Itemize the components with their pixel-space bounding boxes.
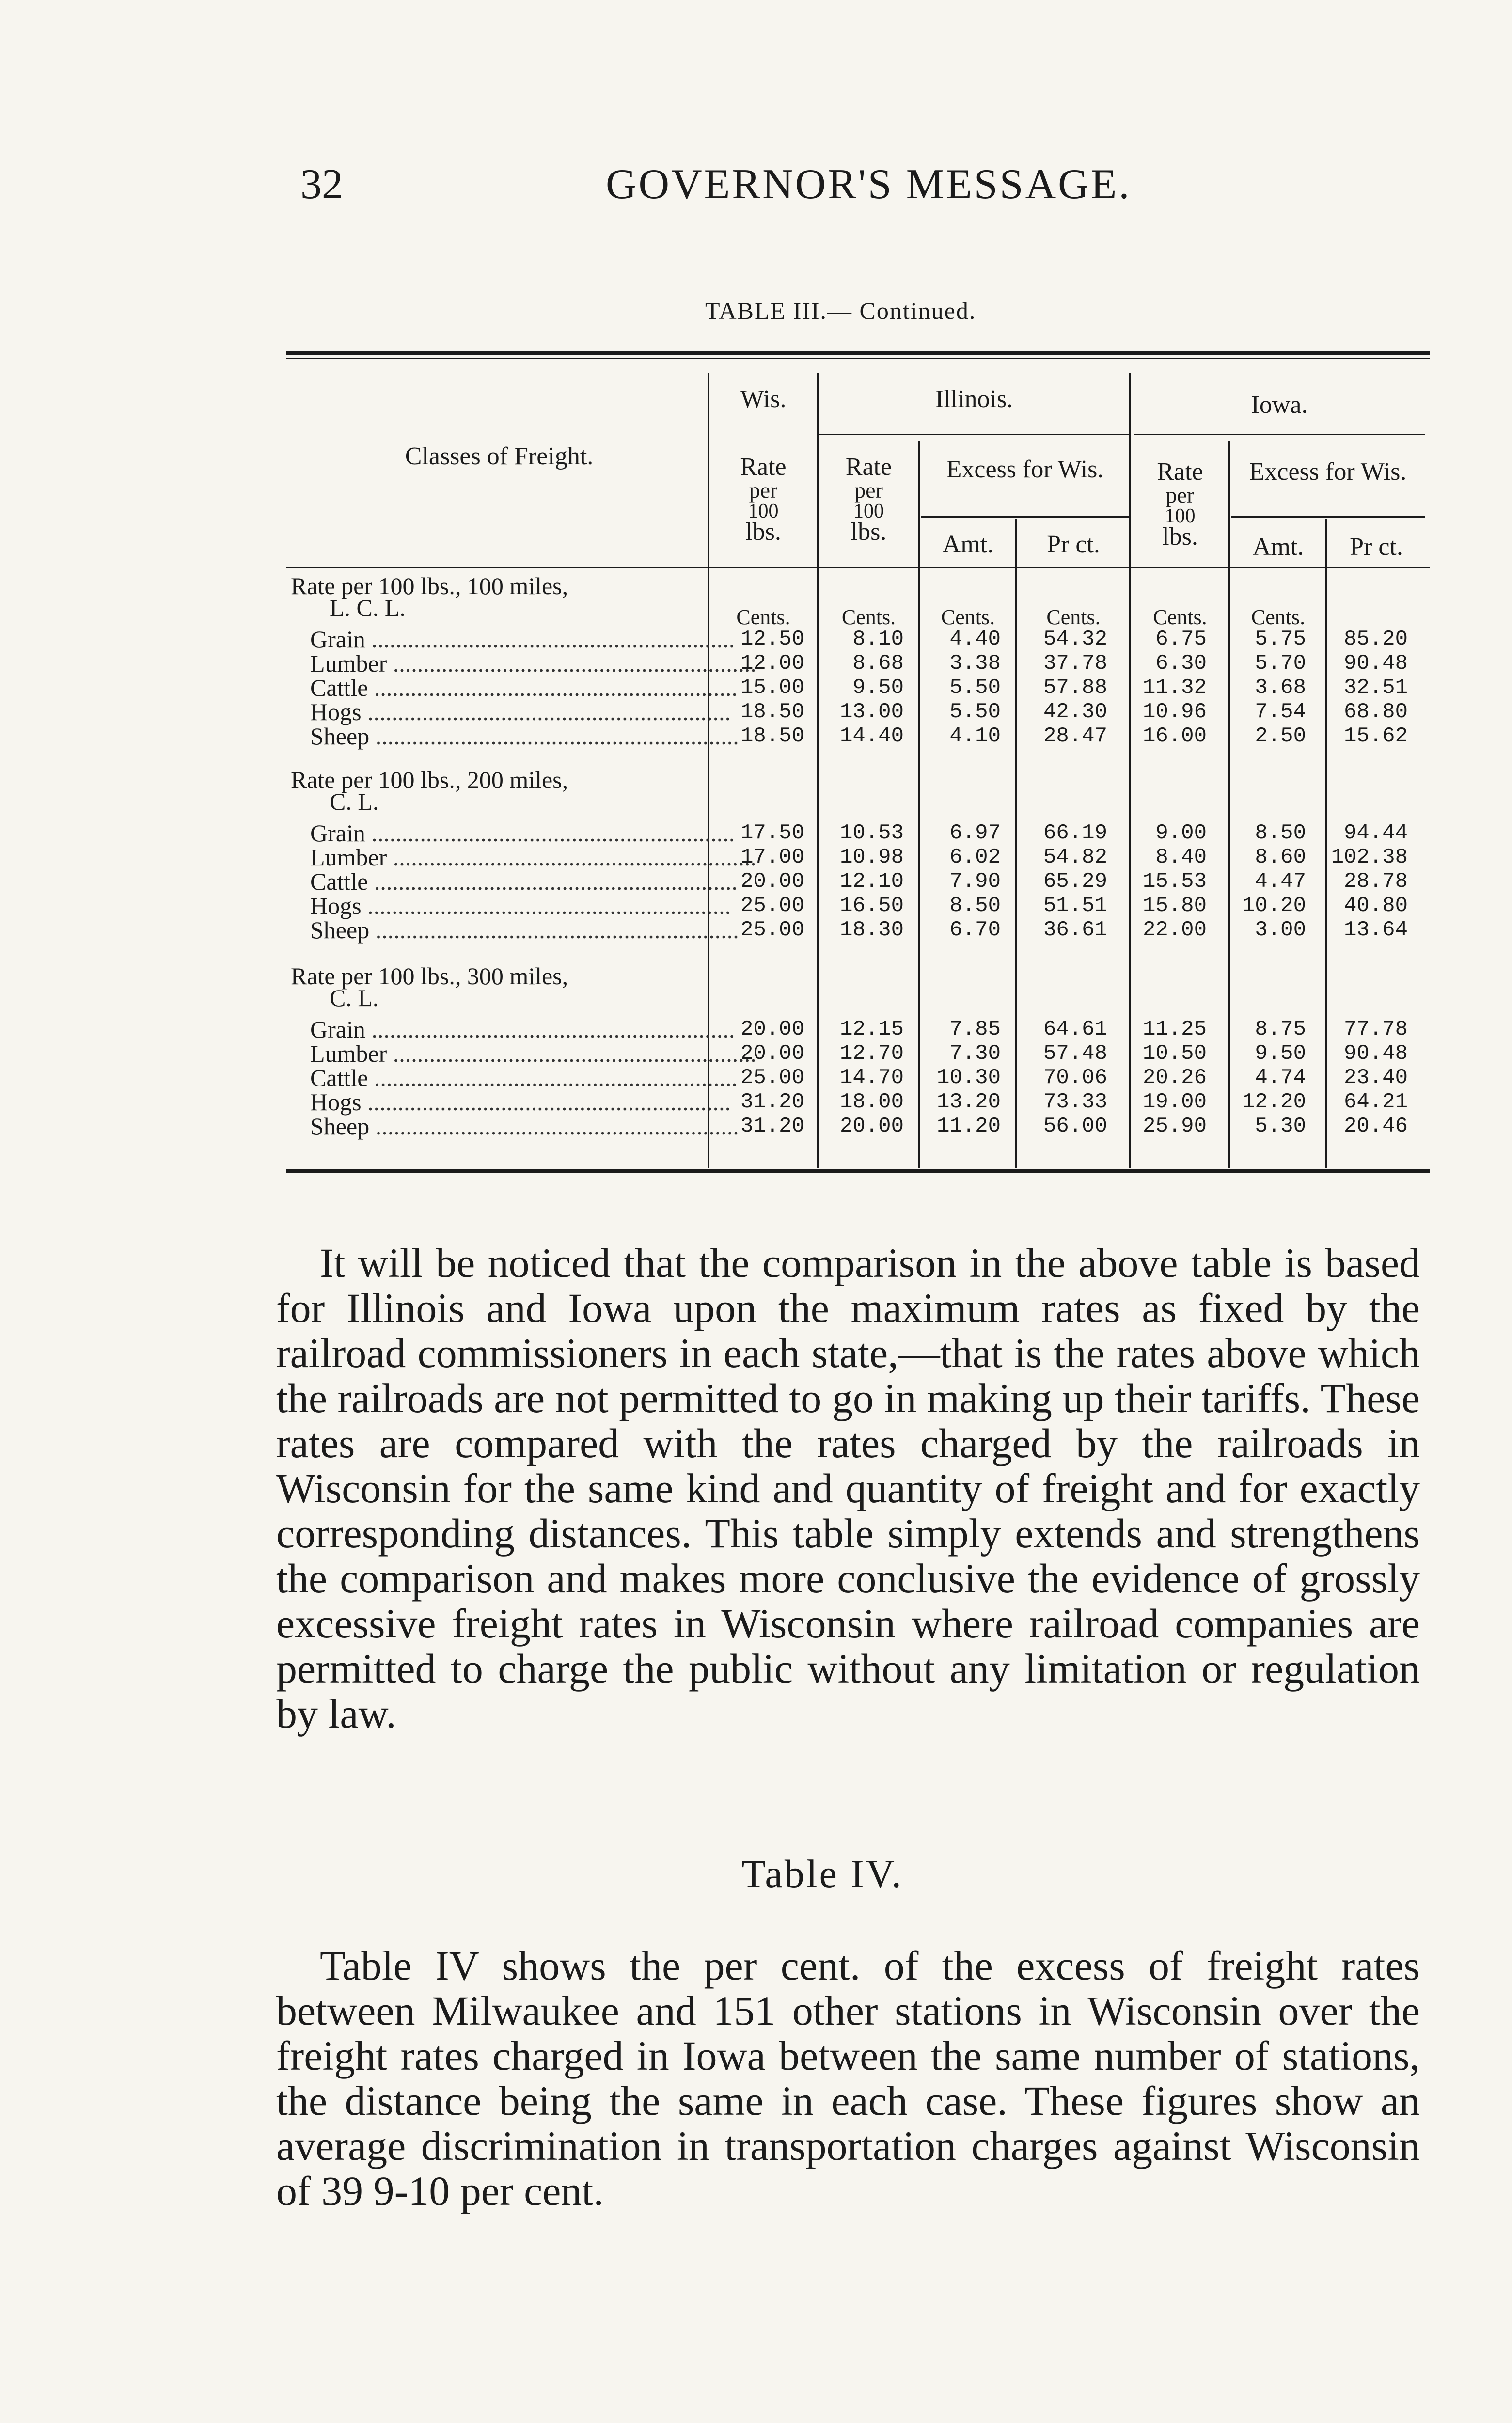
freight-class-name: Hogs (310, 1088, 362, 1116)
cell-il-amt: 3.38 (949, 651, 1001, 676)
freight-class-name: Hogs (310, 892, 362, 919)
cell-il-pct: 73.33 (1043, 1090, 1107, 1114)
running-head: GOVERNOR'S MESSAGE. (606, 161, 1132, 208)
leader-dots: ............................................................ (387, 650, 756, 677)
cell-il-pct: 66.19 (1043, 821, 1107, 845)
header-iowa: Iowa. (1251, 391, 1308, 419)
cell-il-amt: 13.20 (936, 1090, 1001, 1114)
cell-il-pct: 42.30 (1043, 700, 1107, 724)
header-classes: Classes of Freight. (405, 442, 594, 470)
cell-il-amt: 4.10 (949, 724, 1001, 748)
freight-class-name: Grain (310, 626, 365, 653)
leader-dots: ............................................................ (387, 844, 756, 871)
cell-ia-amt: 3.00 (1255, 918, 1306, 942)
header-ia-rate: Rate per 100 lbs. (1157, 458, 1203, 551)
header-ia-pct: Pr ct. (1350, 533, 1403, 561)
cell-ia-rate: 10.96 (1142, 700, 1207, 724)
cell-ia-amt: 5.70 (1255, 651, 1306, 676)
section-title: Rate per 100 lbs., 300 miles, (291, 962, 568, 990)
cell-ia-rate: 11.32 (1142, 676, 1207, 700)
header-ia-excess: Excess for Wis. (1249, 458, 1407, 486)
cell-il-pct: 28.47 (1043, 724, 1107, 748)
cell-il-pct: 70.06 (1043, 1066, 1107, 1090)
cell-il-amt: 10.30 (936, 1066, 1001, 1090)
cell-ia-pct: 102.38 (1331, 845, 1408, 869)
cell-il-rate: 14.40 (839, 724, 904, 748)
leader-dots: ............................................................ (368, 674, 738, 701)
cell-il-amt: 4.40 (949, 627, 1001, 651)
cell-il-amt: 6.97 (949, 821, 1001, 845)
cell-il-amt: 5.50 (949, 700, 1001, 724)
units-il-rate: Cents. (841, 605, 896, 629)
cell-ia-rate: 11.25 (1142, 1017, 1207, 1041)
cell-wis: 20.00 (740, 1017, 804, 1041)
cell-il-amt: 7.85 (949, 1017, 1001, 1041)
cell-ia-amt: 5.75 (1255, 627, 1306, 651)
freight-class-name: Cattle (310, 674, 368, 701)
cell-ia-amt: 2.50 (1255, 724, 1306, 748)
freight-class-name: Sheep (310, 723, 370, 750)
cell-ia-pct: 64.21 (1343, 1090, 1408, 1114)
cell-il-pct: 56.00 (1043, 1114, 1107, 1138)
cell-ia-pct: 23.40 (1343, 1066, 1408, 1090)
cell-il-rate: 9.50 (852, 676, 904, 700)
cell-ia-amt: 4.47 (1255, 869, 1306, 894)
illinois-underline (819, 434, 1129, 435)
cell-il-rate: 12.70 (839, 1041, 904, 1066)
cell-ia-rate: 25.90 (1142, 1114, 1207, 1138)
cell-ia-amt: 8.75 (1255, 1017, 1306, 1041)
cell-il-rate: 10.98 (839, 845, 904, 869)
paragraph-comparison: It will be noticed that the comparison in the above table is based for Illinois and Iowa upon the maximum rates as fixed by the railroad commissioners in each state,—that is the rates above which the railroads are not permitted to go in making up their tariffs. These rates are compared with the rates charged by the railroads in Wisconsin for the same kind and quantity of freight and for exactly corresponding distances. This table simply extends and strengthens the comparison and makes more conclusive the evidence of grossly excessive freight rates in Wisconsin where railroad companies are permitted to charge the public without any limitation or regulation by law. (276, 1240, 1420, 1737)
cell-il-rate: 14.70 (839, 1066, 904, 1090)
cell-il-amt: 11.20 (936, 1114, 1001, 1138)
freight-class-label (310, 722, 739, 750)
freight-class-name: Cattle (310, 868, 368, 895)
cell-il-amt: 7.90 (949, 869, 1001, 894)
cell-il-pct: 65.29 (1043, 869, 1107, 894)
table-top-rule-thin (286, 358, 1430, 359)
cell-il-amt: 6.02 (949, 845, 1001, 869)
cell-wis: 17.00 (740, 845, 804, 869)
cell-ia-pct: 32.51 (1343, 676, 1408, 700)
cell-il-amt: 7.30 (949, 1041, 1001, 1066)
cell-ia-amt: 7.54 (1255, 700, 1306, 724)
cell-ia-rate: 6.75 (1155, 627, 1207, 651)
leader-dots: ............................................................ (361, 698, 731, 725)
cell-ia-pct: 20.46 (1343, 1114, 1408, 1138)
cell-il-pct: 54.32 (1043, 627, 1107, 651)
page-number: 32 (300, 161, 343, 208)
cell-wis: 12.50 (740, 627, 804, 651)
header-separator (286, 567, 1430, 568)
cell-ia-pct: 40.80 (1343, 894, 1408, 918)
cell-ia-amt: 3.68 (1255, 676, 1306, 700)
leader-dots: ............................................................ (369, 723, 739, 750)
section-title: Rate per 100 lbs., 200 miles, (291, 766, 568, 793)
cell-ia-rate: 19.00 (1142, 1090, 1207, 1114)
cell-wis: 15.00 (740, 676, 804, 700)
cell-ia-rate: 20.26 (1142, 1066, 1207, 1090)
header-illinois: Illinois. (935, 385, 1013, 413)
units-il-pct: Cents. (1046, 605, 1101, 629)
section-subtitle: C. L. (330, 984, 379, 1011)
cell-ia-pct: 28.78 (1343, 869, 1408, 894)
cell-ia-rate: 16.00 (1142, 724, 1207, 748)
cell-ia-pct: 94.44 (1343, 821, 1408, 845)
units-ia-rate: Cents. (1153, 605, 1207, 629)
cell-wis: 20.00 (740, 869, 804, 894)
iowa-underline (1134, 434, 1425, 435)
cell-il-pct: 57.48 (1043, 1041, 1107, 1066)
cell-wis: 25.00 (740, 918, 804, 942)
cell-ia-rate: 10.50 (1142, 1041, 1207, 1066)
cell-il-pct: 64.61 (1043, 1017, 1107, 1041)
cell-wis: 18.50 (740, 724, 804, 748)
cell-wis: 20.00 (740, 1041, 804, 1066)
cell-wis: 31.20 (740, 1114, 804, 1138)
leader-dots: ............................................................ (361, 892, 731, 919)
cell-ia-rate: 22.00 (1142, 918, 1207, 942)
cell-il-amt: 6.70 (949, 918, 1001, 942)
leader-dots: ............................................................ (368, 868, 738, 895)
leader-dots: ............................................................ (365, 1016, 735, 1043)
cell-il-rate: 10.53 (839, 821, 904, 845)
freight-class-name: Lumber (310, 844, 387, 871)
table-top-rule (286, 351, 1430, 355)
paragraph-table-iv: Table IV shows the per cent. of the excess of freight rates between Milwaukee and 151 other stations in Wisconsin over the freight rates charged in Iowa between the same number of stations, the distance being the same in each case. These figures show an average discrimination in transportation charges against Wisconsin of 39 9-10 per cent. (276, 1942, 1420, 2214)
cell-ia-pct: 90.48 (1343, 1041, 1408, 1066)
cell-il-pct: 51.51 (1043, 894, 1107, 918)
cell-wis: 25.00 (740, 1066, 804, 1090)
cell-ia-pct: 13.64 (1343, 918, 1408, 942)
header-wis: Wis. (740, 385, 787, 413)
cell-il-rate: 8.68 (852, 651, 904, 676)
cell-il-pct: 57.88 (1043, 676, 1107, 700)
header-il-pct: Pr ct. (1047, 531, 1100, 558)
units-il-amt: Cents. (941, 605, 995, 629)
table-caption: TABLE III.— Continued. (705, 297, 976, 324)
cell-ia-pct: 77.78 (1343, 1017, 1408, 1041)
leader-dots: ............................................................ (368, 1064, 738, 1091)
cell-ia-amt: 8.60 (1255, 845, 1306, 869)
cell-ia-amt: 10.20 (1242, 894, 1306, 918)
cell-ia-amt: 8.50 (1255, 821, 1306, 845)
cell-wis: 18.50 (740, 700, 804, 724)
cell-il-amt: 8.50 (949, 894, 1001, 918)
header-il-rate: Rate per 100 lbs. (845, 453, 892, 546)
cell-ia-rate: 6.30 (1155, 651, 1207, 676)
cell-ia-rate: 15.53 (1142, 869, 1207, 894)
cell-wis: 17.50 (740, 821, 804, 845)
leader-dots: ............................................................ (365, 819, 735, 847)
units-ia-amt: Cents. (1251, 605, 1306, 629)
il-excess-underline (921, 516, 1129, 518)
cell-il-rate: 16.50 (839, 894, 904, 918)
cell-ia-amt: 12.20 (1242, 1090, 1306, 1114)
table-iv-heading: Table IV. (741, 1852, 903, 1896)
header-il-excess: Excess for Wis. (946, 456, 1104, 483)
cell-ia-rate: 15.80 (1142, 894, 1207, 918)
cell-ia-rate: 9.00 (1155, 821, 1207, 845)
cell-ia-amt: 5.30 (1255, 1114, 1306, 1138)
freight-class-name: Grain (310, 1016, 365, 1043)
freight-class-label (310, 916, 739, 944)
freight-class-name: Lumber (310, 1040, 387, 1067)
header-ia-amt: Amt. (1252, 533, 1304, 561)
freight-class-name: Sheep (310, 1113, 370, 1140)
cell-il-rate: 20.00 (839, 1114, 904, 1138)
cell-wis: 31.20 (740, 1090, 804, 1114)
freight-class-name: Sheep (310, 916, 370, 944)
freight-class-name: Hogs (310, 698, 362, 725)
cell-ia-rate: 8.40 (1155, 845, 1207, 869)
cell-ia-pct: 15.62 (1343, 724, 1408, 748)
header-il-amt: Amt. (942, 531, 994, 558)
cell-ia-pct: 90.48 (1343, 651, 1408, 676)
cell-il-pct: 36.61 (1043, 918, 1107, 942)
leader-dots: ............................................................ (387, 1040, 756, 1067)
cell-il-rate: 12.15 (839, 1017, 904, 1041)
leader-dots: ............................................................ (361, 1088, 731, 1116)
section-subtitle: C. L. (330, 788, 379, 815)
cell-il-rate: 18.00 (839, 1090, 904, 1114)
header-wis-rate: Rate per 100 lbs. (740, 453, 787, 546)
freight-class-name: Cattle (310, 1064, 368, 1091)
table-bottom-rule (286, 1169, 1430, 1173)
cell-il-rate: 13.00 (839, 700, 904, 724)
cell-ia-amt: 4.74 (1255, 1066, 1306, 1090)
freight-class-name: Lumber (310, 650, 387, 677)
cell-wis: 12.00 (740, 651, 804, 676)
cell-il-amt: 5.50 (949, 676, 1001, 700)
section-subtitle: L. C. L. (330, 594, 406, 621)
freight-class-label (310, 1112, 739, 1140)
cell-il-pct: 37.78 (1043, 651, 1107, 676)
leader-dots: ............................................................ (369, 1113, 739, 1140)
cell-il-rate: 12.10 (839, 869, 904, 894)
leader-dots: ............................................................ (369, 916, 739, 944)
cell-wis: 25.00 (740, 894, 804, 918)
section-title: Rate per 100 lbs., 100 miles, (291, 572, 568, 599)
units-wis: Cents. (736, 605, 790, 629)
freight-class-name: Grain (310, 819, 365, 847)
leader-dots: ............................................................ (365, 626, 735, 653)
cell-ia-pct: 85.20 (1343, 627, 1408, 651)
cell-il-pct: 54.82 (1043, 845, 1107, 869)
cell-ia-amt: 9.50 (1255, 1041, 1306, 1066)
cell-il-rate: 18.30 (839, 918, 904, 942)
ia-excess-underline (1231, 516, 1425, 518)
cell-il-rate: 8.10 (852, 627, 904, 651)
cell-ia-pct: 68.80 (1343, 700, 1408, 724)
